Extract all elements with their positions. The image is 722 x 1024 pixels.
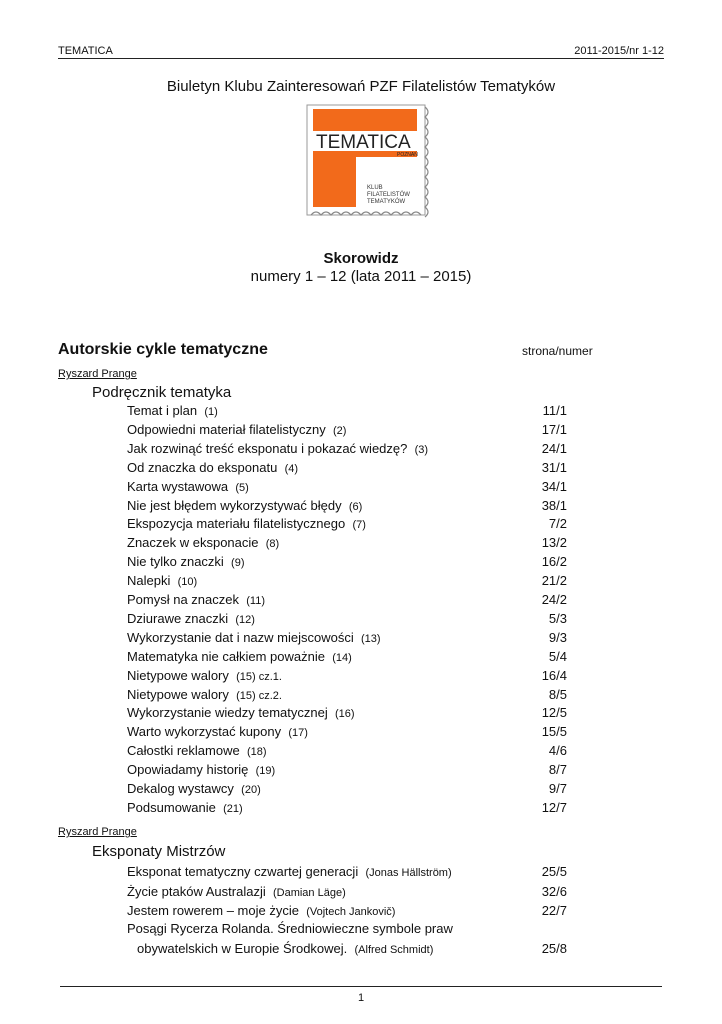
item-title: Temat i plan (1) [127, 403, 218, 418]
item-number: (Jonas Hällström) [365, 867, 452, 879]
item-title: Pomysł na znaczek (11) [127, 592, 265, 607]
item-number: (7) [352, 519, 366, 532]
item-page: 38/1 [541, 497, 567, 513]
item-title: Wykorzystanie dat i nazw miejscowości (13) [127, 629, 381, 645]
item-number: (13) [360, 632, 381, 645]
list-item [127, 921, 567, 940]
list-item [127, 781, 567, 800]
item-title: Warto wykorzystać kupony (17) [127, 724, 308, 740]
item-number: (3) [414, 443, 429, 456]
item-title: Karta wystawowa (5) [127, 478, 249, 494]
item-number: (Alfred Schmidt) [354, 944, 434, 956]
list-item [127, 403, 567, 422]
list-item [127, 800, 567, 819]
list-item [127, 554, 567, 573]
item-number: (9) [231, 557, 245, 570]
item-title: Eksponat tematyczny czwartej generacji (Jonas Hällström) [127, 864, 452, 879]
list-item [127, 611, 567, 630]
item-number: (1) [204, 406, 218, 418]
list-item [127, 516, 567, 535]
item-title: Odpowiedni materiał filatelistyczny (2) [127, 421, 347, 437]
item-number: (4) [284, 462, 299, 475]
item-page: 4/6 [548, 743, 567, 759]
tematica-logo [305, 103, 435, 220]
item-title: Posągi Rycerza Rolanda. Średniowieczne symbole praw [127, 921, 453, 936]
cycle1-heading: Podręcznik tematyka [92, 384, 232, 401]
list-item [127, 743, 567, 762]
item-number: (6) [348, 500, 363, 513]
list-item [127, 441, 567, 460]
item-title: Jak rozwinąć treść eksponatu i pokazać wiedzę? (3) [127, 440, 429, 456]
item-page: 12/5 [541, 705, 567, 721]
page-number: 1 [357, 992, 365, 1004]
logo-city: POZNAŃ [397, 152, 418, 158]
list-item [127, 941, 567, 960]
column-label: strona/numer [522, 344, 593, 358]
item-number: (14) [332, 651, 352, 664]
item-title: Podsumowanie (21) [127, 799, 243, 815]
list-item [127, 592, 567, 611]
index-title: Skorowidz [323, 250, 399, 267]
item-number: (15) cz.1. [236, 670, 282, 683]
item-number: (2) [332, 424, 347, 437]
item-page: 16/2 [541, 554, 567, 570]
item-page: 7/2 [548, 516, 567, 532]
item-page: 21/2 [541, 573, 567, 589]
footer-divider [60, 986, 662, 987]
item-title: Znaczek w eksponacie (8) [127, 535, 280, 551]
item-page: 32/6 [541, 883, 567, 899]
header-divider [58, 58, 664, 59]
list-item [127, 903, 567, 922]
item-number: (16) [334, 708, 355, 721]
list-item [127, 422, 567, 441]
item-number: (12) [235, 613, 255, 626]
logo-line3: TEMATYKÓW [367, 199, 406, 205]
item-title: Dziurawe znaczki (12) [127, 610, 255, 626]
item-page: 25/5 [541, 864, 567, 879]
item-number: (15) cz.2. [236, 689, 282, 702]
list-item [127, 884, 567, 903]
item-page: 34/1 [541, 478, 567, 494]
section-title: Autorskie cykle tematyczne [58, 341, 268, 358]
item-title: Matematyka nie całkiem poważnie (14) [127, 648, 352, 664]
item-number: (8) [265, 538, 280, 551]
item-title: Nie tylko znaczki (9) [127, 554, 245, 570]
item-number: (11) [246, 595, 265, 607]
item-title: Opowiadamy historię (19) [127, 762, 276, 778]
item-title: Nalepki (10) [127, 573, 198, 589]
item-page: 12/7 [541, 799, 567, 815]
item-page: 24/2 [541, 592, 567, 607]
item-number: (18) [246, 746, 267, 759]
item-number: (17) [288, 727, 308, 740]
item-number: (21) [223, 802, 243, 815]
list-item [127, 630, 567, 649]
header-right: 2011-2015/nr 1-12 [574, 45, 664, 57]
item-page: 5/3 [548, 610, 567, 626]
list-item [127, 479, 567, 498]
item-title: Jestem rowerem – moje życie (Vojtech Jankovič) [127, 903, 396, 918]
cycle2-author: Ryszard Prange [58, 826, 137, 838]
item-page: 15/5 [541, 724, 567, 740]
list-item [127, 573, 567, 592]
item-page: 13/2 [541, 535, 567, 551]
list-item [127, 864, 567, 883]
item-title: Dekalog wystawcy (20) [127, 781, 261, 796]
header-left: TEMATICA [58, 45, 113, 57]
logo-left-block [313, 157, 356, 207]
item-title: Życie ptaków Australazji (Damian Läge) [127, 883, 346, 899]
item-number: (Damian Läge) [272, 886, 346, 899]
list-item [127, 498, 567, 517]
item-number: (19) [255, 765, 276, 778]
list-item [127, 687, 567, 706]
item-page: 25/8 [541, 941, 567, 956]
list-item [127, 668, 567, 687]
cycle1-author: Ryszard Prange [58, 368, 137, 380]
item-page: 9/7 [548, 781, 567, 796]
item-number: (20) [241, 784, 261, 796]
list-item [127, 762, 567, 781]
item-number: (Vojtech Jankovič) [306, 906, 396, 918]
item-title-cont: obywatelskich w Europie Środkowej. (Alfred Schmidt) [137, 941, 434, 956]
item-page: 22/7 [541, 903, 567, 918]
list-item [127, 649, 567, 668]
item-title: Nie jest błędem wykorzystywać błędy (6) [127, 497, 363, 513]
item-page: 11/1 [542, 403, 567, 418]
page-title: Biuletyn Klubu Zainteresowań PZF Filatelistów Tematyków [166, 78, 556, 95]
item-page: 8/5 [548, 686, 567, 702]
item-title: Nietypowe walory (15) cz.1. [127, 667, 282, 683]
item-title: Ekspozycja materiału filatelistycznego (7) [127, 516, 366, 532]
item-page: 5/4 [548, 648, 567, 664]
item-title: Wykorzystanie wiedzy tematycznej (16) [127, 705, 355, 721]
logo-brand: TEMATICA [316, 132, 411, 153]
item-page: 8/7 [548, 762, 567, 778]
list-item [127, 705, 567, 724]
item-number: (10) [177, 576, 198, 589]
list-item [127, 724, 567, 743]
logo-line1: KLUB [367, 185, 383, 191]
item-page: 9/3 [548, 629, 567, 645]
item-page: 31/1 [541, 459, 567, 475]
item-page: 24/1 [541, 440, 567, 456]
item-title: Od znaczka do eksponatu (4) [127, 459, 299, 475]
cycle2-heading: Eksponaty Mistrzów [92, 843, 226, 860]
item-title: Całostki reklamowe (18) [127, 743, 267, 759]
list-item [127, 460, 567, 479]
item-page: 17/1 [541, 421, 567, 437]
item-page: 16/4 [541, 667, 567, 683]
item-title: Nietypowe walory (15) cz.2. [127, 686, 282, 702]
logo-line2: FILATELISTÓW [367, 192, 410, 198]
index-subtitle: numery 1 – 12 (lata 2011 – 2015) [250, 268, 472, 285]
list-item [127, 535, 567, 554]
item-number: (5) [235, 481, 249, 494]
